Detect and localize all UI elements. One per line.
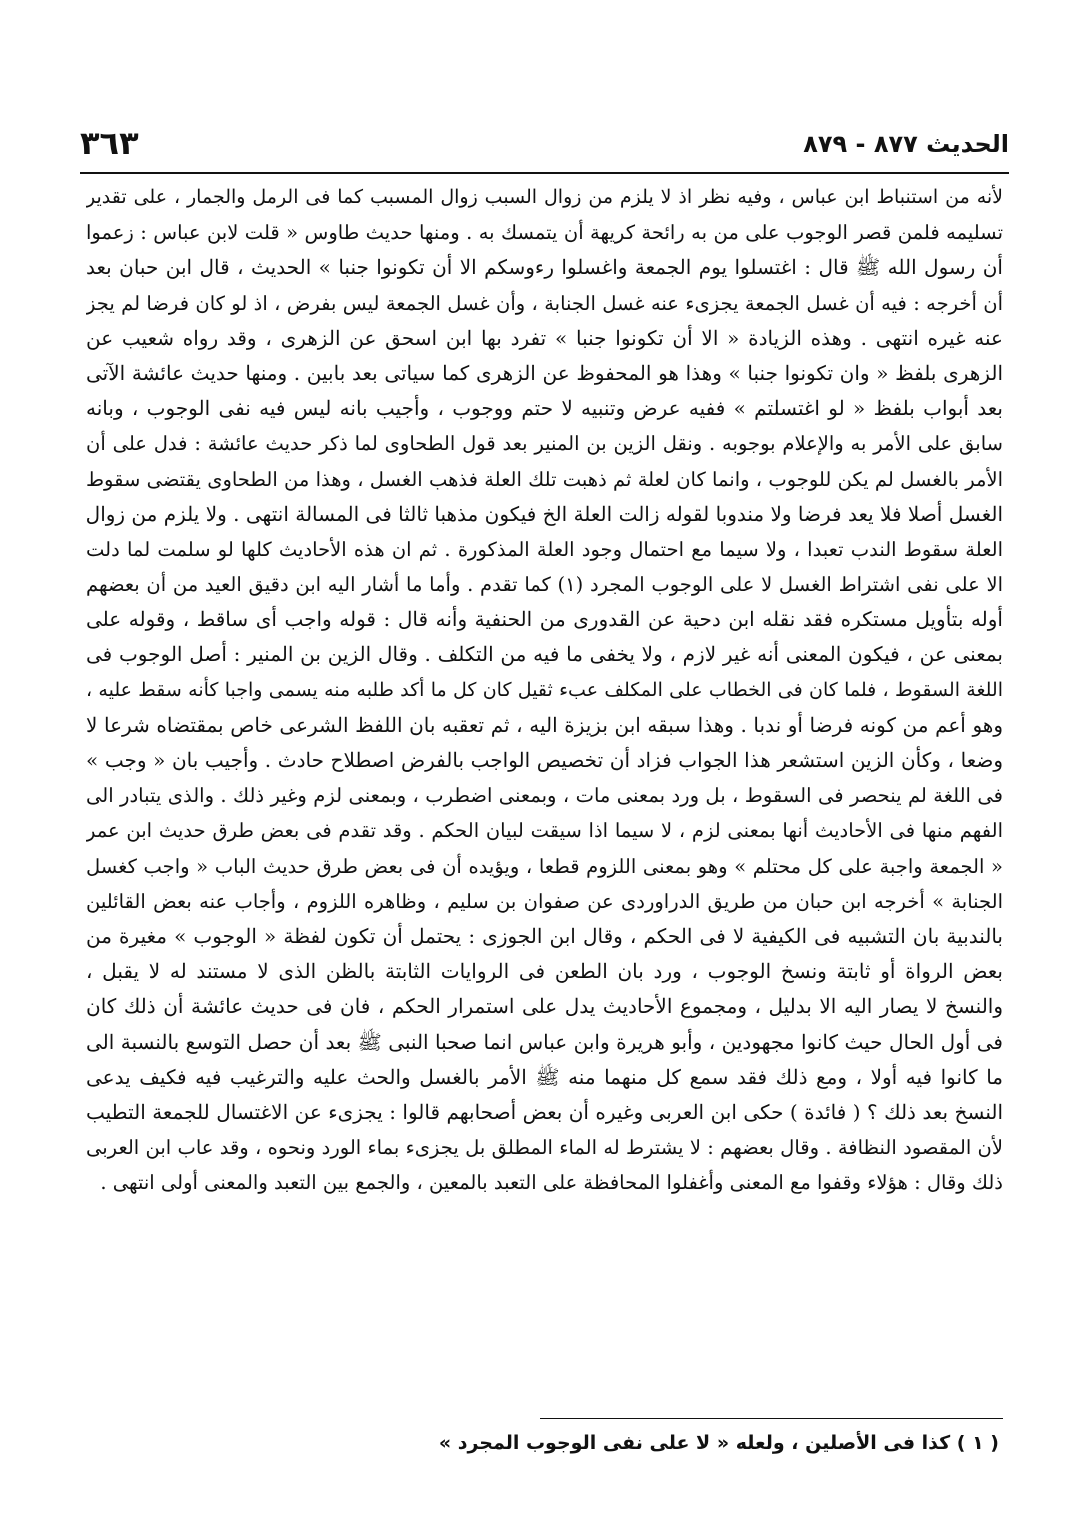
text-line: الأمر بالغسل لم يكن للوجوب ، وانما كان لعلة ثم ذهبت تلك العلة فذهب الغسل ، وهذا من الطحاوى يقتضى سقوط xyxy=(86,467,1003,491)
text-line: لأنه من استنباط ابن عباس ، وفيه نظر اذ لا يلزم من زوال السبب زوال المسبب كما فى الرمل والجمار ، على تقدير xyxy=(86,186,1003,208)
footnote: ( ١ ) كذا فى الأصلين ، ولعله « لا على نفى الوجوب المجرد » xyxy=(438,1432,999,1454)
text-line: وضعا ، وكأن الزين استشعر هذا الجواب فزاد أن تخصيص الواجب بالفرض اصطلاح حادث . وأجيب بان « وجب » xyxy=(86,748,1003,772)
text-line: النسخ بعد ذلك ؟ ( فائدة ) حكى ابن العربى وغيره أن بعض أصحابهم قالوا : يجزىء عن الاغتسال للجمعة التطيب xyxy=(86,1099,1003,1124)
text-line: والنسخ لا يصار اليه الا بدليل ، ومجموع الأحاديث يدل على استمرار الحكم ، فان فى حديث عائشة أن ذلك كان xyxy=(86,994,1003,1019)
text-line: بعض الرواة أو ثابتة ونسخ الوجوب ، ورد بان الطعن فى الروايات الثابتة بالظن الذى لا مستند له لا يقبل ، xyxy=(86,959,1003,984)
footnote-divider xyxy=(540,1418,1003,1419)
text-line: تسليمه فلمن قصر الوجوب على من به رائحة كريهة أن يتمسك به . ومنها حديث طاوس « قلت لابن عباس : زعموا xyxy=(86,221,1003,245)
text-line: ما كانوا فيه أولا ، ومع ذلك فقد سمع كل منهما منه ﷺ الأمر بالغسل والحث عليه والترغيب فيه فكيف يدعى xyxy=(86,1064,1003,1089)
text-line: « الجمعة واجبة على كل محتلم » وهو بمعنى اللزوم قطعا ، ويؤيده أن فى بعض طرق حديث الباب « واجب كغسل xyxy=(86,854,1003,878)
text-line: وهو أعم من كونه فرضا أو ندبا . وهذا سبقه ابن بزيزة اليه ، ثم تعقبه بان اللفظ الشرعى خاص بمقتضاه شرعا لا xyxy=(86,712,1003,737)
text-line: الزهرى بلفظ « وان تكونوا جنبا » وهذا هو المحفوظ عن الزهرى كما سياتى بعد بابين . ومنها حديث عائشة الآتى xyxy=(86,360,1003,385)
text-line: فى اللغة لم ينحصر فى السقوط ، بل ورد بمعنى مات ، وبمعنى اضطرب ، وبمعنى لزم وغير ذلك . والذى يتبادر الى xyxy=(86,784,1003,808)
text-line: فى أول الحال حيث كانوا مجهودين ، وأبو هريرة وابن عباس انما صحبا النبى ﷺ بعد أن حصل التوسع بالنسبة الى xyxy=(86,1029,1003,1054)
text-line: بعد أبواب بلفظ « لو اغتسلتم » ففيه عرض وتنبيه لا حتم ووجوب ، وأجيب بانه ليس فيه نفى الوجوب ، وبانه xyxy=(86,396,1003,421)
text-line: أن أخرجه : فيه أن غسل الجمعة يجزىء عنه غسل الجنابة ، وأن غسل الجمعة ليس بفرض ، اذ لو كان فرضا لم يجز xyxy=(86,291,1003,315)
text-line: العلة سقوط الندب تعبدا ، ولا سيما مع احتمال وجود العلة المذكورة . ثم ان هذه الأحاديث كلها لو سلمت لما دلت xyxy=(86,537,1003,561)
text-line: الا على نفى اشتراط الغسل لا على الوجوب المجرد (١) كما تقدم . وأما ما أشار اليه ابن دقيق العيد من أن بعضهم xyxy=(86,573,1003,597)
text-line: أوله بتأويل مستكره فقد نقله ابن دحية عن القدورى من الحنفية وأنه قال : قوله واجب أى ساقط ، وقوله على xyxy=(86,607,1003,632)
text-line: الفهم منها فى الأحاديث أنها بمعنى لزم ، لا سيما اذا سيقت لبيان الحكم . وقد تقدم فى بعض طرق حديث ابن عمر xyxy=(86,819,1003,843)
text-line: بالندبية بان التشبيه فى الكيفية لا فى الحكم ، وقال ابن الجوزى : يحتمل أن تكون لفظة « الوجوب » مغيرة من xyxy=(86,923,1003,948)
text-line: أن رسول الله ﷺ قال : اغتسلوا يوم الجمعة واغسلوا رءوسكم الا أن تكونوا جنبا » الحديث ، قال ابن حبان بعد xyxy=(86,255,1003,280)
text-line: عنه غيره انتهى . وهذه الزيادة « الا أن تكونوا جنبا » تفرد بها ابن اسحق عن الزهرى ، وقد رواه شعيب عن xyxy=(86,325,1003,350)
page-header xyxy=(80,124,1009,172)
text-line: بمعنى عن ، فيكون المعنى أنه غير لازم ، ولا يخفى ما فيه من التكلف . وقال الزين بن المنير : أصل الوجوب فى xyxy=(86,642,1003,667)
text-line: الغسل أصلا فلا يعد فرضا ولا مندوبا لقوله زالت العلة الخ فيكون مذهبا ثالثا فى المسالة انتهى . ولا يلزم من زوال xyxy=(86,501,1003,526)
main-text xyxy=(86,180,1003,1200)
text-line: ذلك وقال : هؤلاء وقفوا مع المعنى وأغفلوا المحافظة على التعبد بالمعين ، والجمع بين التعبد والمعنى أولى انتهى . xyxy=(100,1171,1003,1195)
text-line: لأن المقصود النظافة . وقال بعضهم : لا يشترط له الماء المطلق بل يجزىء بماء الورد ونحوه ، وقد عاب ابن العربى xyxy=(86,1136,1003,1160)
running-title: الحديث ٨٧٧ - ٨٧٩ xyxy=(803,130,1009,158)
text-line: الجنابة » أخرجه ابن حبان من طريق الدراوردى عن صفوان بن سليم ، وظاهره اللزوم ، وأجاب عنه بعض القائلين xyxy=(86,889,1003,913)
header-divider xyxy=(80,172,1009,174)
text-line: سابق على الأمر به والإعلام بوجوبه . ونقل الزين بن المنير بعد قول الطحاوى لما ذكر حديث عائشة : فدل على أن xyxy=(86,432,1003,456)
page-number: ٣٦٣ xyxy=(80,124,139,162)
text-line: اللغة السقوط ، فلما كان فى الخطاب على المكلف عبء ثقيل كان كل ما أكد طلبه منه يسمى واجبا كأنه سقط عليه ، xyxy=(86,678,1003,701)
